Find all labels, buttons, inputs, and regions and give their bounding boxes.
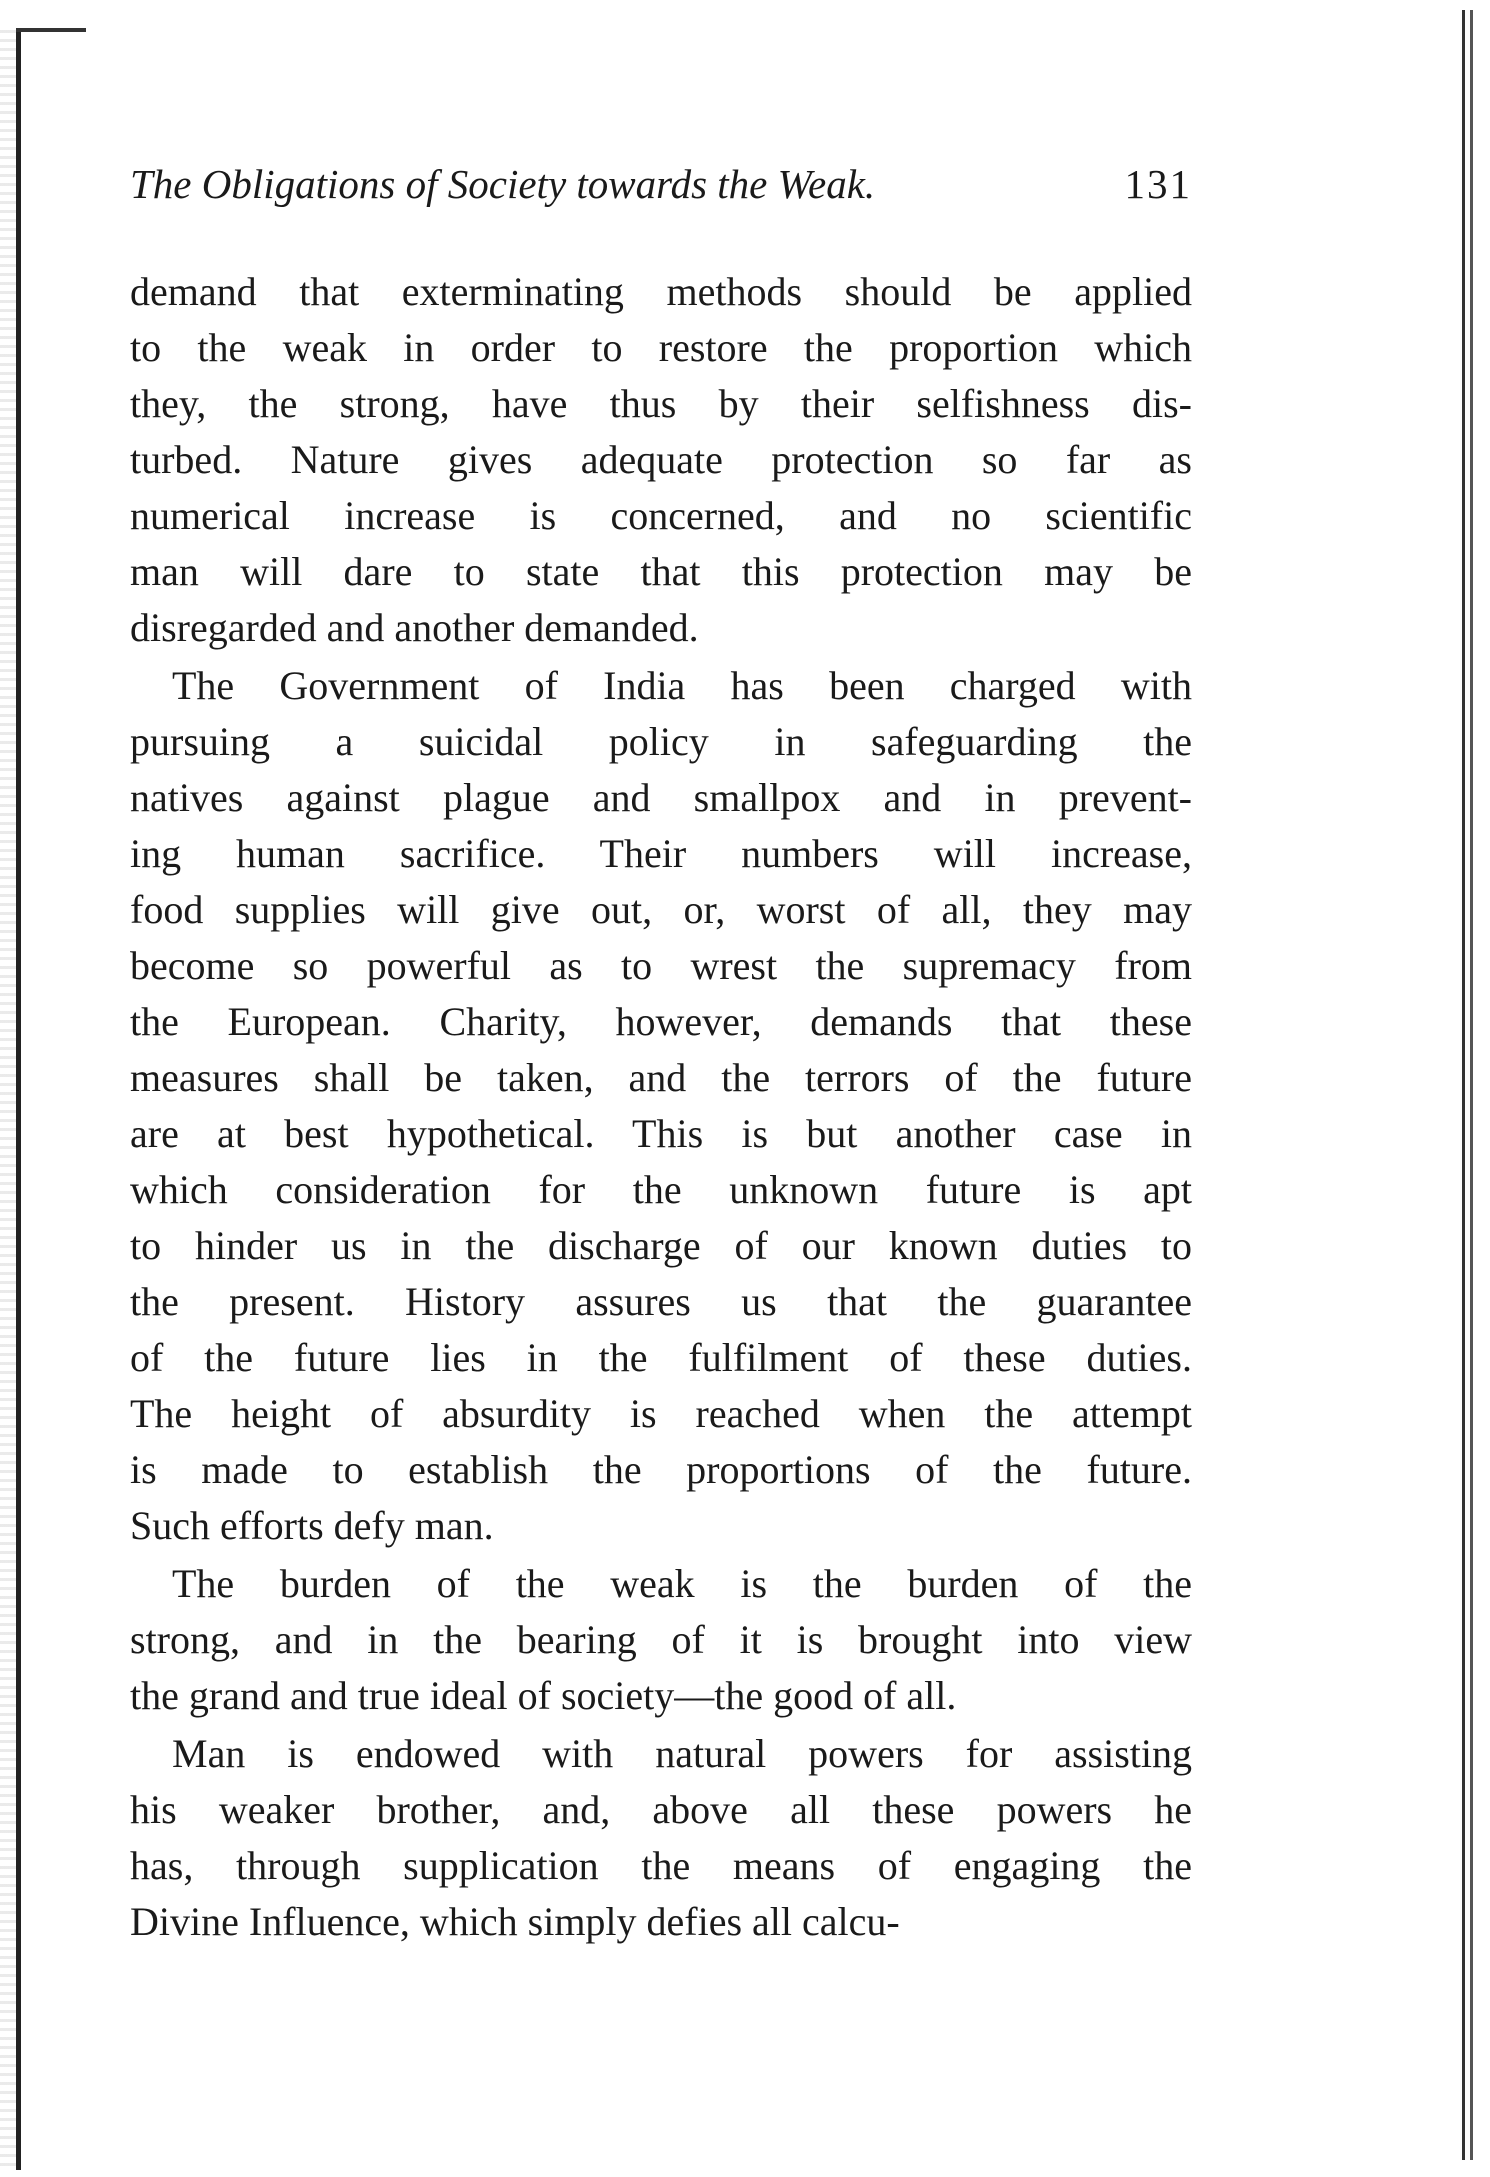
text-line: they, the strong, have thus by their selfishness dis- (130, 381, 1192, 426)
text-line: his weaker brother, and, above all these powers he (130, 1787, 1192, 1832)
page-top-corner-mark (16, 28, 86, 32)
page-edge-shadow (0, 30, 16, 2170)
text-line: demand that exterminating methods should be applied (130, 269, 1192, 314)
text-line: The burden of the weak is the burden of the (172, 1561, 1192, 1606)
text-line: are at best hypothetical. This is but another case in (130, 1111, 1192, 1156)
text-line: to hinder us in the discharge of our known duties to (130, 1223, 1192, 1268)
text-line: Such efforts defy man. (130, 1503, 494, 1548)
page-right-border (1462, 10, 1465, 2160)
page-number: 131 (1124, 161, 1192, 207)
paragraph (130, 1556, 1192, 1724)
text-line: has, through supplication the means of engaging the (130, 1843, 1192, 1888)
text-line: become so powerful as to wrest the supremacy from (130, 943, 1192, 988)
paragraph (130, 658, 1192, 1554)
text-line: numerical increase is concerned, and no scientific (130, 493, 1192, 538)
text-line: the grand and true ideal of society—the good of all. (130, 1673, 957, 1718)
running-title: The Obligations of Society towards the Weak. (130, 161, 876, 207)
text-line: man will dare to state that this protection may be (130, 549, 1192, 594)
text-line: to the weak in order to restore the proportion which (130, 325, 1192, 370)
text-line: The Government of India has been charged with (172, 663, 1192, 708)
text-line: of the future lies in the fulfilment of these duties. (130, 1335, 1192, 1380)
text-line: the European. Charity, however, demands that these (130, 999, 1192, 1044)
page-left-border (16, 30, 21, 2170)
page-right-border-outer (1470, 10, 1473, 2160)
text-line: Man is endowed with natural powers for assisting (172, 1731, 1192, 1776)
text-line: pursuing a suicidal policy in safeguarding the (130, 719, 1192, 764)
text-line: strong, and in the bearing of it is brought into view (130, 1617, 1192, 1662)
text-line: the present. History assures us that the guarantee (130, 1279, 1192, 1324)
text-line: which consideration for the unknown future is apt (130, 1167, 1192, 1212)
text-line: is made to establish the proportions of the future. (130, 1447, 1192, 1492)
text-line: turbed. Nature gives adequate protection so far as (130, 437, 1192, 482)
text-line: Divine Influence, which simply defies all calcu- (130, 1899, 900, 1944)
text-line: The height of absurdity is reached when the attempt (130, 1391, 1192, 1436)
text-line: measures shall be taken, and the terrors of the future (130, 1055, 1192, 1100)
text-line: food supplies will give out, or, worst of all, they may (130, 887, 1192, 932)
paragraph (130, 264, 1192, 656)
running-header (130, 160, 1192, 220)
paragraph (130, 1726, 1192, 1950)
body-text (130, 264, 1192, 1952)
text-line: natives against plague and smallpox and in prevent- (130, 775, 1192, 820)
text-line: disregarded and another demanded. (130, 605, 699, 650)
text-line: ing human sacrifice. Their numbers will increase, (130, 831, 1192, 876)
